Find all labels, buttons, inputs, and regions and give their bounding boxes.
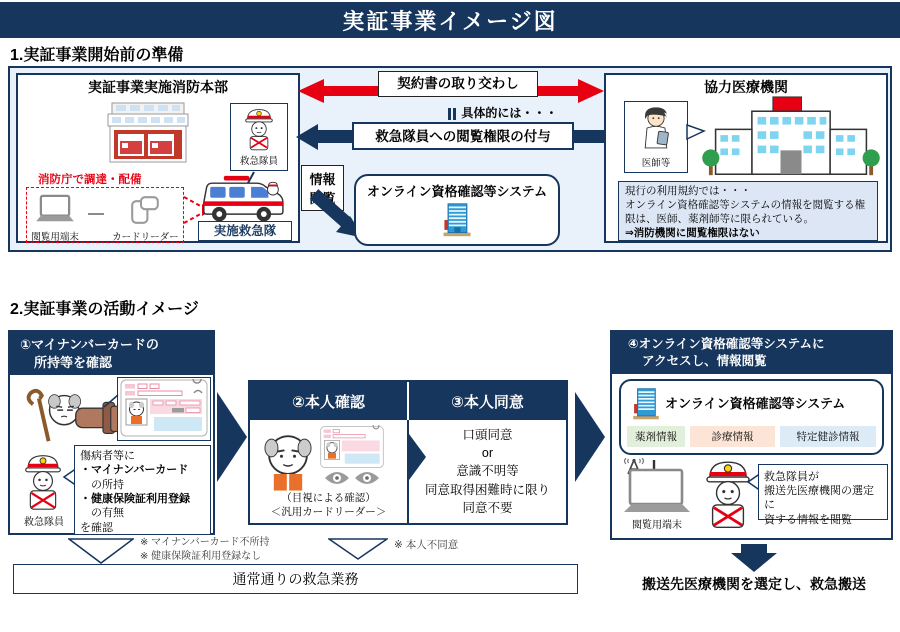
card-connector-line [102,393,120,409]
tag-medical-care: 診療情報 [690,426,775,447]
step4-system-title: オンライン資格確認等システム [665,395,846,411]
step3-line: 同意取得困難時に限り [424,482,550,497]
step2-header: ②本人確認 [250,382,407,420]
step1-box [8,330,215,535]
doctor-icon [638,104,674,154]
pause-bars-icon2 [453,108,456,120]
pause-bars-icon [448,108,451,120]
fallback-note-1 [140,536,270,563]
fire-hq-panel [16,73,300,243]
info-view-line1: 情報 [309,172,336,187]
terminal-with-antenna-icon [620,458,694,516]
normal-ops-box: 通常通りの救急業務 [13,564,578,594]
step3-line: or [481,446,494,461]
contract-label: 契約書の取り交わし [378,71,538,97]
step2-captions [250,492,407,519]
step1-header-line1: ①マイナンバーカードの [20,337,159,352]
dash-connector [88,213,104,215]
doctor-label: 医師等 [641,158,671,169]
card-reader-icon [127,194,163,226]
card-reader-label: カードリーダー [112,232,179,243]
result-arrow [731,544,777,572]
step4-header [612,332,891,374]
laptop-icon [33,194,77,226]
fallback-chevron-1 [68,538,134,564]
rules-line1: 現行の利用規約では・・・ [625,185,751,197]
fire-station-icon [96,101,200,165]
info-tags [627,426,876,447]
flow-arrow-1 [217,392,247,482]
step1-header-line2: 所持等を確認 [34,354,113,370]
section1-box [8,66,892,252]
medical-panel [604,73,888,243]
procurement-note: 消防庁で調達・配備 [38,174,142,186]
terminal-label: 閲覧用端末 [31,232,79,243]
squad-label: 実施救急隊 [198,221,292,241]
section1-heading: 1.実証事業開始前の準備 [10,47,184,64]
fallback-chevron-2 [328,538,388,560]
specifically-row [448,104,557,121]
step3-header: ③本人同意 [409,382,566,420]
fallback-note-2: ※ 本人不同意 [394,539,459,551]
page-title: 実証事業イメージ図 [342,8,558,34]
step2-3-box [248,380,568,525]
medical-title: 協力医療機関 [704,79,788,95]
rules-line3: ⇒消防機関に閲覧権限はない [625,226,760,239]
step3-entry-arrow [409,434,426,480]
result-label: 搬送先医療機関を選定し、救急搬送 [642,576,866,592]
step3-line: 同意不要 [462,500,513,515]
hospital-icon [702,95,880,179]
flow-arrow-2 [575,392,605,482]
step3-content [409,420,566,523]
grant-arrow-head [296,124,318,150]
note1-line2: ※ 健康保険証利用登録なし [140,550,262,562]
mynumber-card-box [117,377,211,441]
step4-paramedic-icon [700,456,756,530]
paramedic-label: 救急隊員 [239,156,278,167]
title-banner [0,2,900,38]
elderly-man-icon [262,430,314,492]
step3-line: 意識不明等 [456,464,519,479]
tag-health-check: 特定健診情報 [780,426,876,447]
step2-content [250,420,409,523]
bubble-line: の所持 [80,478,124,491]
bubble-line: ・マイナンバーカード [80,464,189,477]
online-system-title: オンライン資格確認等システム [366,184,548,199]
step1-content [10,375,213,536]
collapsed-person-icon [12,381,124,449]
online-system-box [354,174,560,246]
step3-lines [425,426,550,517]
step3-line: 口頭同意 [462,428,513,443]
fire-hq-title: 実証事業実施消防本部 [88,79,228,95]
paramedic-box [230,103,288,171]
bubble-line: の有無 [80,507,124,520]
terminal-item [31,194,79,243]
specifically-label: 具体的には・・・ [461,106,558,120]
rules-line2: オンライン資格確認等システムの情報を閲覧する権限は、医師、薬剤師等に限られている。 [625,198,866,225]
mynumber-card-icon [120,379,208,437]
step1-header [10,332,213,375]
note1-line1: ※ マイナンバーカード不所持 [140,537,270,548]
tag-medication: 薬剤情報 [627,426,685,447]
doctor-box [624,101,688,173]
bubble-line: 傷病者等に [80,450,135,463]
step4-box [610,330,893,540]
grant-label: 救急隊員への閲覧権限の付与 [352,122,574,150]
step1-bubble [74,445,211,535]
bubble-line: を確認 [80,521,113,534]
system-building-icon [440,202,474,238]
step4-header-line1: ④オンライン資格確認等システムに [628,337,825,351]
step4-building-icon [631,387,661,421]
step1-paramedic-label: 救急隊員 [24,517,64,529]
eyes-icon [324,470,382,487]
equipment-box [26,187,184,243]
paramedic-icon [241,106,277,152]
bubble-line: ・健康保険証利用登録 [80,492,190,505]
step2-caption2: ＜汎用カードリーダー＞ [270,505,387,518]
step1-paramedic-icon [20,451,66,511]
step4-bubble [758,464,888,526]
bubble-line: 搬送先医療機関の選定に [764,485,874,512]
step2-3-headers [250,382,566,420]
step2-caption1: （目視による確認） [281,492,376,504]
step4-header-line2: アクセスし、情報閲覧 [642,353,767,368]
step2-3-content [250,420,566,523]
step4-content [612,374,891,538]
info-view-line2: 閲覧 [309,190,336,206]
bubble-line: 救急隊員が [764,470,819,483]
rules-box [618,181,878,241]
step4-terminal-label: 閲覧用端末 [632,519,682,531]
bubble-line: 資する情報を閲覧 [764,513,852,526]
section2-heading: 2.実証事業の活動イメージ [10,301,199,318]
card-reader-item [112,194,179,243]
ambulance-icon [192,175,292,225]
step4-system-box [619,379,884,455]
step2-card-icon [320,425,384,469]
